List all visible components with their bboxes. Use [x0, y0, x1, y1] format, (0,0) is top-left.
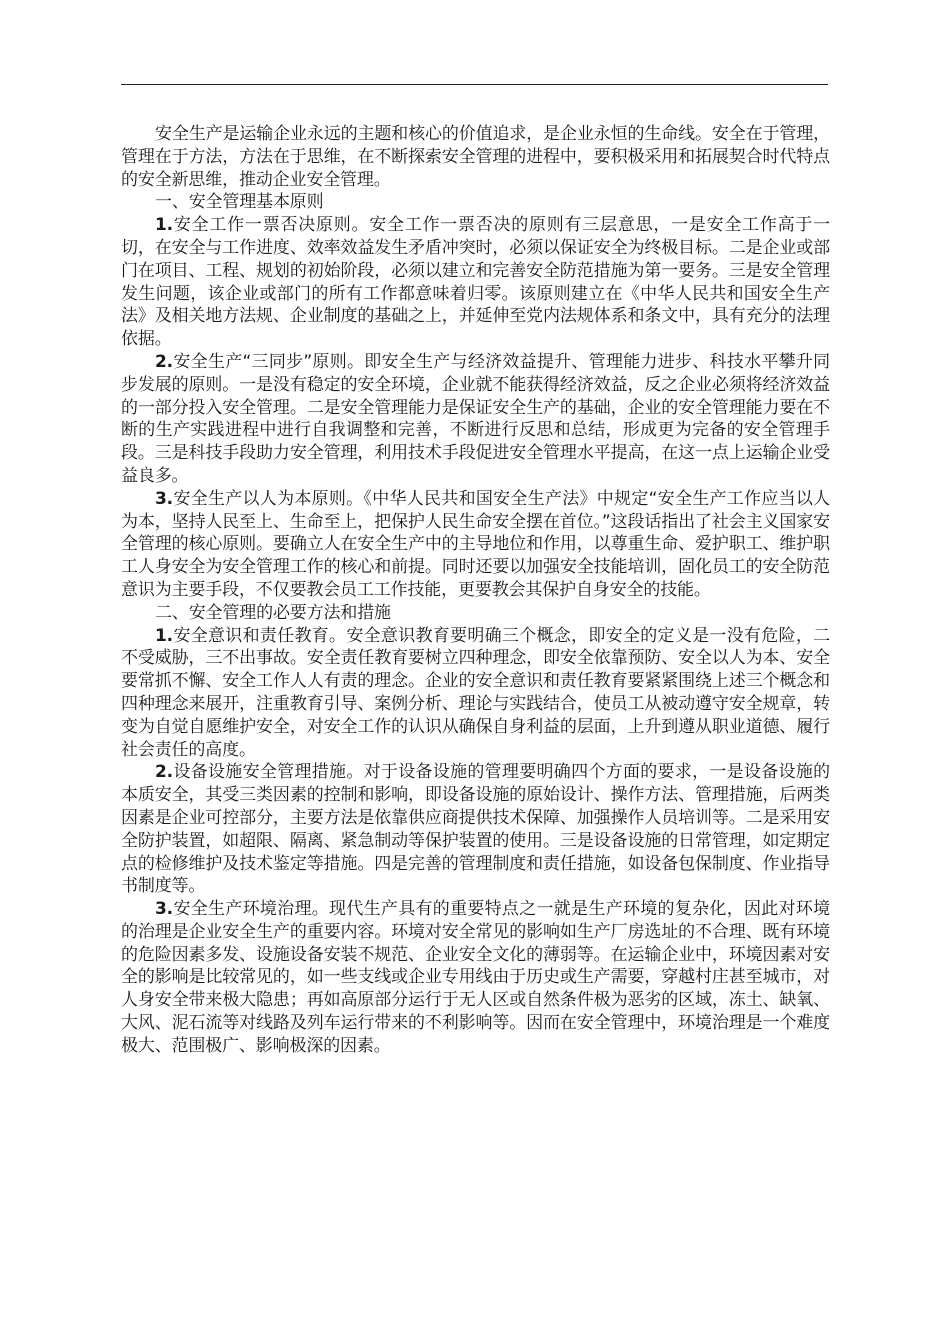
principle-paragraph-1 [121, 214, 830, 351]
item-number: 3. [155, 488, 173, 509]
intro-paragraph: 安全生产是运输企业永远的主题和核心的价值追求，是企业永恒的生命线。安全在于管理，管理在于方法，方法在于思维，在不断探索安全管理的进程中，要积极采用和拓展契合时代特点的安全新思维，推动企业安全管理。 [121, 124, 830, 190]
item-number: 1. [155, 215, 173, 236]
item-number: 1. [155, 625, 173, 646]
paragraph-text: 安全生产环境治理。现代生产具有的重要特点之一就是生产环境的复杂化，因此对环境的治理是企业安全生产的重要内容。环境对安全常见的影响如生产厂房选址的不合理、既有环境的危险因素多发、设施设备安装不规范、企业安全文化的薄弱等。在运输企业中，环境因素对安全的影响是比较常见的，如一些支线或企业专用线由于历史或生产需要，穿越村庄甚至城市，对人身安全带来极大隐患；再如高原部分运行于无人区或自然条件极为恶劣的区域，冻土、缺氧、大风、泥石流等对线路及列车运行带来的不利影响等。因而在安全管理中，环境治理是一个难度极大、范围极广、影响极深的因素。 [121, 899, 830, 1056]
principle-paragraph-2 [121, 351, 830, 488]
paragraph-text: 安全生产以人为本原则。《中华人民共和国安全生产法》中规定“安全生产工作应当以人为本，坚持人民至上、生命至上，把保护人民生命安全摆在首位。”这段话指出了社会主义国家安全管理的核心原则。要确立人在安全生产中的主导地位和作用，以尊重生命、爱护职工、维护职工人身安全为安全管理工作的核心和前提。同时还要以加强安全技能培训，固化员工的安全防范意识为主要手段，不仅要教会员工工作技能，更要教会其保护自身安全的技能。 [121, 488, 830, 600]
method-paragraph-3 [121, 898, 830, 1058]
item-number: 2. [155, 762, 173, 783]
paragraph-text: 安全生产“三同步”原则。即安全生产与经济效益提升、管理能力进步、科技水平攀升同步发展的原则。一是没有稳定的安全环境，企业就不能获得经济效益，反之企业必须将经济效益的一部分投入安全管理。二是安全管理能力是保证安全生产的基础，企业的安全管理能力要在不断的生产实践进程中进行自我调整和完善，不断进行反思和总结，形成更为完备的安全管理手段。三是科技手段助力安全管理，利用技术手段促进安全管理水平提高，在这一点上运输企业受益良多。 [121, 351, 830, 486]
method-paragraph-1 [121, 625, 830, 762]
paragraph-text: 安全意识和责任教育。安全意识教育要明确三个概念，即安全的定义是一没有危险，二不受威胁，三不出事故。安全责任教育要树立四种理念，即安全依靠预防、安全以人为本、安全要常抓不懈、安全工作人人有责的理念。企业的安全意识和责任教育要紧紧围绕上述三个概念和四种理念来展开，注重教育引导、案例分析、理论与实践结合，使员工从被动遵守安全规章，转变为自觉自愿维护安全，对安全工作的认识从确保自身利益的层面，上升到遵从职业道德、履行社会责任的高度。 [121, 625, 830, 760]
header-rule [121, 84, 828, 85]
document-body [121, 123, 830, 1058]
principle-paragraph-3 [121, 488, 830, 602]
section-heading-principles: 一、安全管理基本原则 [155, 192, 324, 213]
paragraph-text: 安全工作一票否决原则。安全工作一票否决的原则有三层意思，一是安全工作高于一切，在安全与工作进度、效率效益发生矛盾冲突时，必须以保证安全为终极目标。二是企业或部门在项目、工程、规划的初始阶段，必须以建立和完善安全防范措施为第一要务。三是安全管理发生问题，该企业或部门的所有工作都意味着归零。该原则建立在《中华人民共和国安全生产法》及相关地方法规、企业制度的基础之上，并延伸至党内法规体系和条文中，具有充分的法理依据。 [121, 215, 830, 350]
section-heading-methods: 二、安全管理的必要方法和措施 [155, 602, 391, 623]
item-number: 3. [155, 899, 173, 920]
method-paragraph-2 [121, 761, 830, 898]
paragraph-text: 设备设施安全管理措施。对于设备设施的管理要明确四个方面的要求，一是设备设施的本质安全，其受三类因素的控制和影响，即设备设施的原始设计、操作方法、管理措施，后两类因素是企业可控部分，主要方法是依靠供应商提供技术保障、加强操作人员培训等。二是采用安全防护装置，如超限、隔离、紧急制动等保护装置的使用。三是设备设施的日常管理，如定期定点的检修维护及技术鉴定等措施。四是完善的管理制度和责任措施，如设备包保制度、作业指导书制度等。 [121, 762, 830, 897]
item-number: 2. [155, 351, 173, 372]
